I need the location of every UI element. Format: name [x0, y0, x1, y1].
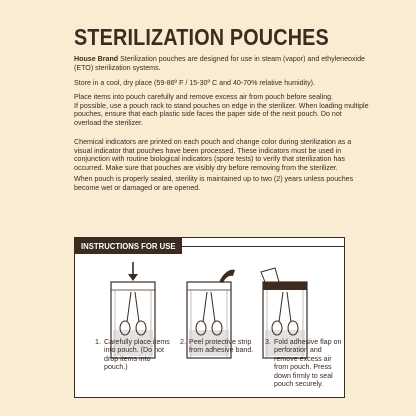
loading-text-1: Place items into pouch carefully and remove excess air from pouch before sealing. [74, 93, 334, 101]
fold-flap-icon [261, 268, 307, 290]
peel-strip-icon [219, 270, 235, 283]
step-number: 1. [95, 338, 101, 346]
page-title: STERILIZATION POUCHES [74, 24, 329, 50]
step-text: Carefully place items into pouch. (Do not drop items into pouch.) [104, 338, 170, 372]
step-number: 3. [265, 338, 271, 346]
storage-text: Store in a cool, dry place (59-86º F / 15-30º C and 40-70% relative humidity). [74, 79, 315, 87]
step-text: Peel protective strip from adhesive band. [189, 338, 254, 355]
step-text: Fold adhesive flap on perforation and remove excess air from pouch. Press down firmly to seal pouch securely. [274, 338, 342, 389]
shelf-life-text: When pouch is properly sealed, sterility is maintained up to two (2) years unless pouches become wet or damaged or are opened. [74, 175, 354, 192]
shelf-life-paragraph [74, 175, 370, 192]
loading-paragraph [74, 93, 370, 127]
intro-text: Sterilization pouches are designed for use in steam (vapor) and ethyleneoxide (ETO) sterilization systems. [74, 55, 366, 72]
indicators-paragraph [74, 138, 370, 172]
step-number: 2. [180, 338, 186, 346]
instructions-header-label: INSTRUCTIONS FOR USE [81, 241, 176, 251]
indicators-text: Chemical indicators are printed on each pouch and change color during sterilization as a visual indicator that pouches have been processed. These indicators must be used in conjunction with routine biological indicators (spore tests) to verify that sterilization has occurred. Make sure that pouches are visibly dry before removing from the sterilizer. [74, 138, 352, 172]
brand-name: House Brand [74, 55, 119, 63]
down-arrow-icon [128, 262, 138, 281]
instructions-panel [74, 237, 345, 398]
header-divider [182, 246, 344, 247]
instructions-header [75, 238, 182, 254]
intro-paragraph [74, 55, 370, 72]
storage-paragraph [74, 79, 370, 88]
loading-text-2: If possible, use a pouch rack to stand pouches on edge in the sterilizer. When loading multiple pouches, ensure that each plastic side faces the paper side of the next pouch. Do not overload the sterilizer. [74, 101, 369, 127]
